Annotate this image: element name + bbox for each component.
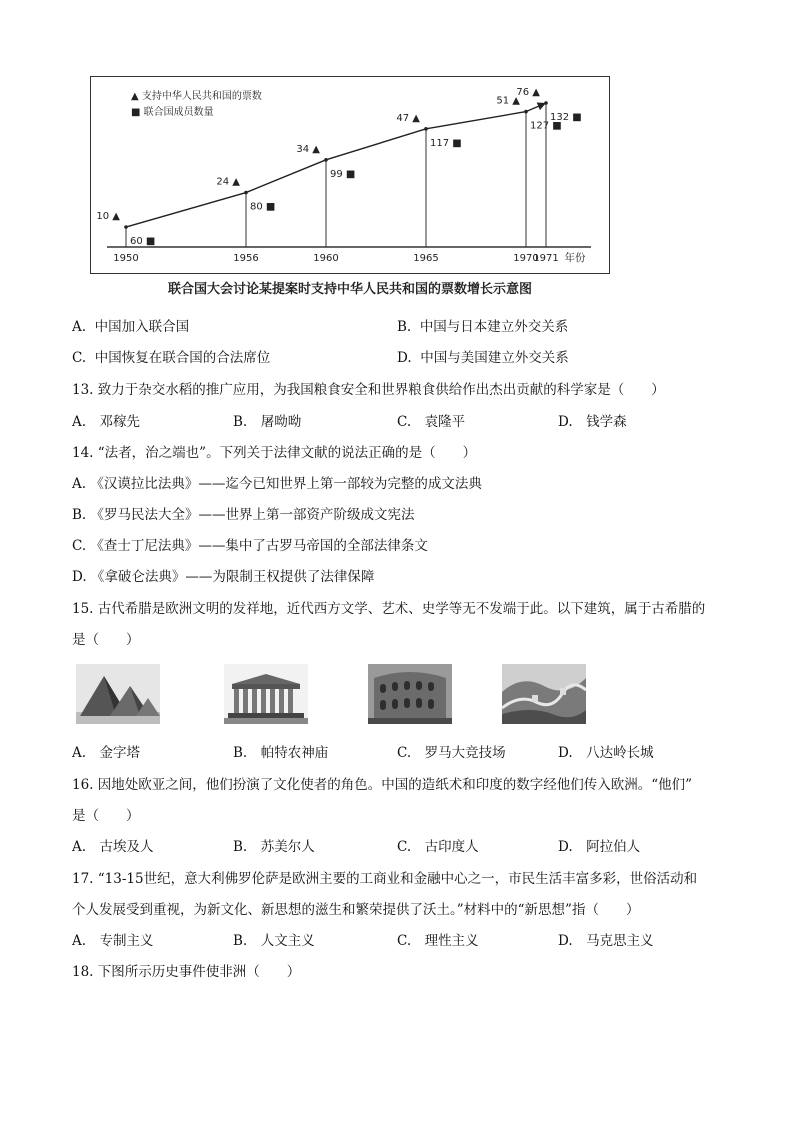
data-point [524, 110, 528, 114]
data-point [424, 127, 428, 131]
member-count-label: 60 ■ [130, 236, 156, 247]
x-tick-label: 1960 [313, 253, 339, 264]
q15-stem-line2: 是（ ） [72, 632, 140, 648]
q17-stem-line1: 17. “13-15世纪，意大利佛罗伦萨是欧洲主要的工商业和金融中心之一，市民生活丰富多彩，世俗活动和 [72, 871, 698, 887]
q16-option-c[interactable]: C. 古印度人 [397, 839, 479, 855]
vote-count-label: 51 ▲ [496, 95, 520, 107]
vote-count-label: 24 ▲ [216, 176, 240, 188]
q15-stem-line1: 15. 古代希腊是欧洲文明的发祥地，近代西方文学、艺术、史学等无不发端于此。以下建筑，属于古希腊的 [72, 601, 706, 617]
x-axis-label: 年份 [564, 252, 586, 264]
pyramids-image [76, 664, 160, 724]
data-point [244, 191, 248, 195]
q13-option-a[interactable]: A. 邓稼先 [72, 414, 141, 430]
q16-option-d[interactable]: D. 阿拉伯人 [558, 839, 641, 855]
q12-option-c[interactable]: C. 中国恢复在联合国的合法席位 [72, 350, 271, 366]
colosseum-image [368, 664, 452, 724]
vote-count-label: 34 ▲ [296, 143, 320, 155]
q15-option-a[interactable]: A. 金字塔 [72, 745, 141, 761]
q17-option-a[interactable]: A. 专制主义 [72, 933, 154, 949]
vote-count-label: 10 ▲ [96, 211, 120, 222]
data-point [324, 158, 328, 162]
legend-entry: ■ 联合国成员数量 [131, 107, 214, 118]
q18-stem: 18. 下图所示历史事件使非洲（ ） [72, 964, 301, 980]
q17-option-b[interactable]: B. 人文主义 [233, 933, 315, 949]
q14-stem: 14. “法者，治之端也”。下列关于法律文献的说法正确的是（ ） [72, 445, 477, 461]
q15-option-b[interactable]: B. 帕特农神庙 [233, 745, 329, 761]
q16-stem-line1: 16. 因地处欧亚之间，他们扮演了文化使者的角色。中国的造纸术和印度的数字经他们传入欧洲。“他们” [72, 777, 693, 793]
q14-option-b[interactable]: B. 《罗马民法大全》——世界上第一部资产阶级成文宪法 [72, 507, 415, 523]
member-count-label: 99 ■ [330, 168, 356, 180]
chart-caption: 联合国大会讨论某提案时支持中华人民共和国的票数增长示意图 [167, 282, 532, 297]
x-tick-label: 1950 [113, 253, 139, 264]
q14-option-d[interactable]: D. 《拿破仑法典》——为限制王权提供了法律保障 [72, 569, 375, 585]
x-tick-label: 1971 [533, 253, 559, 264]
q14-option-a[interactable]: A. 《汉谟拉比法典》——迄今已知世界上第一部较为完整的成文法典 [72, 476, 482, 492]
q16-stem-line2: 是（ ） [72, 808, 140, 824]
member-count-label: 127 ■ [530, 120, 562, 132]
vote-count-label: 76 ▲ [516, 87, 540, 98]
member-count-label: 132 ■ [550, 112, 582, 123]
q13-option-b[interactable]: B. 屠呦呦 [233, 414, 302, 430]
legend-entry: ▲ 支持中华人民共和国的票数 [131, 91, 262, 102]
q13-stem: 13. 致力于杂交水稻的推广应用，为我国粮食安全和世界粮食供给作出杰出贡献的科学家是（ ） [72, 382, 665, 398]
q14-option-c[interactable]: C. 《查士丁尼法典》——集中了古罗马帝国的全部法律条文 [72, 538, 428, 554]
q15-option-d[interactable]: D. 八达岭长城 [558, 745, 654, 761]
parthenon-image [224, 664, 308, 724]
member-count-label: 117 ■ [430, 137, 462, 149]
q12-option-a[interactable]: A. 中国加入联合国 [72, 319, 190, 335]
vote-growth-chart [90, 76, 610, 306]
q12-option-b[interactable]: B. 中国与日本建立外交关系 [397, 319, 569, 335]
x-tick-label: 1965 [413, 253, 439, 264]
q17-option-d[interactable]: D. 马克思主义 [558, 933, 654, 949]
q16-option-b[interactable]: B. 苏美尔人 [233, 839, 315, 855]
vote-count-label: 47 ▲ [396, 112, 420, 124]
q13-option-d[interactable]: D. 钱学森 [558, 414, 627, 430]
data-point [544, 101, 548, 105]
chart-legend [131, 89, 262, 118]
x-tick-label: 1970 [513, 253, 539, 264]
q16-option-a[interactable]: A. 古埃及人 [72, 839, 154, 855]
x-tick-label: 1956 [233, 253, 259, 264]
q15-option-c[interactable]: C. 罗马大竞技场 [397, 745, 506, 761]
data-point [124, 225, 128, 229]
chart-frame [90, 76, 610, 274]
q17-stem-line2: 个人发展受到重视，为新文化、新思想的滋生和繁荣提供了沃土。”材料中的“新思想”指（ ） [72, 902, 640, 918]
member-count-label: 80 ■ [250, 201, 276, 213]
trend-line [126, 103, 546, 227]
great-wall-image [502, 664, 586, 724]
q17-option-c[interactable]: C. 理性主义 [397, 933, 479, 949]
q13-option-c[interactable]: C. 袁隆平 [397, 414, 466, 430]
chart-svg [91, 77, 608, 272]
q12-option-d[interactable]: D. 中国与美国建立外交关系 [397, 350, 569, 366]
